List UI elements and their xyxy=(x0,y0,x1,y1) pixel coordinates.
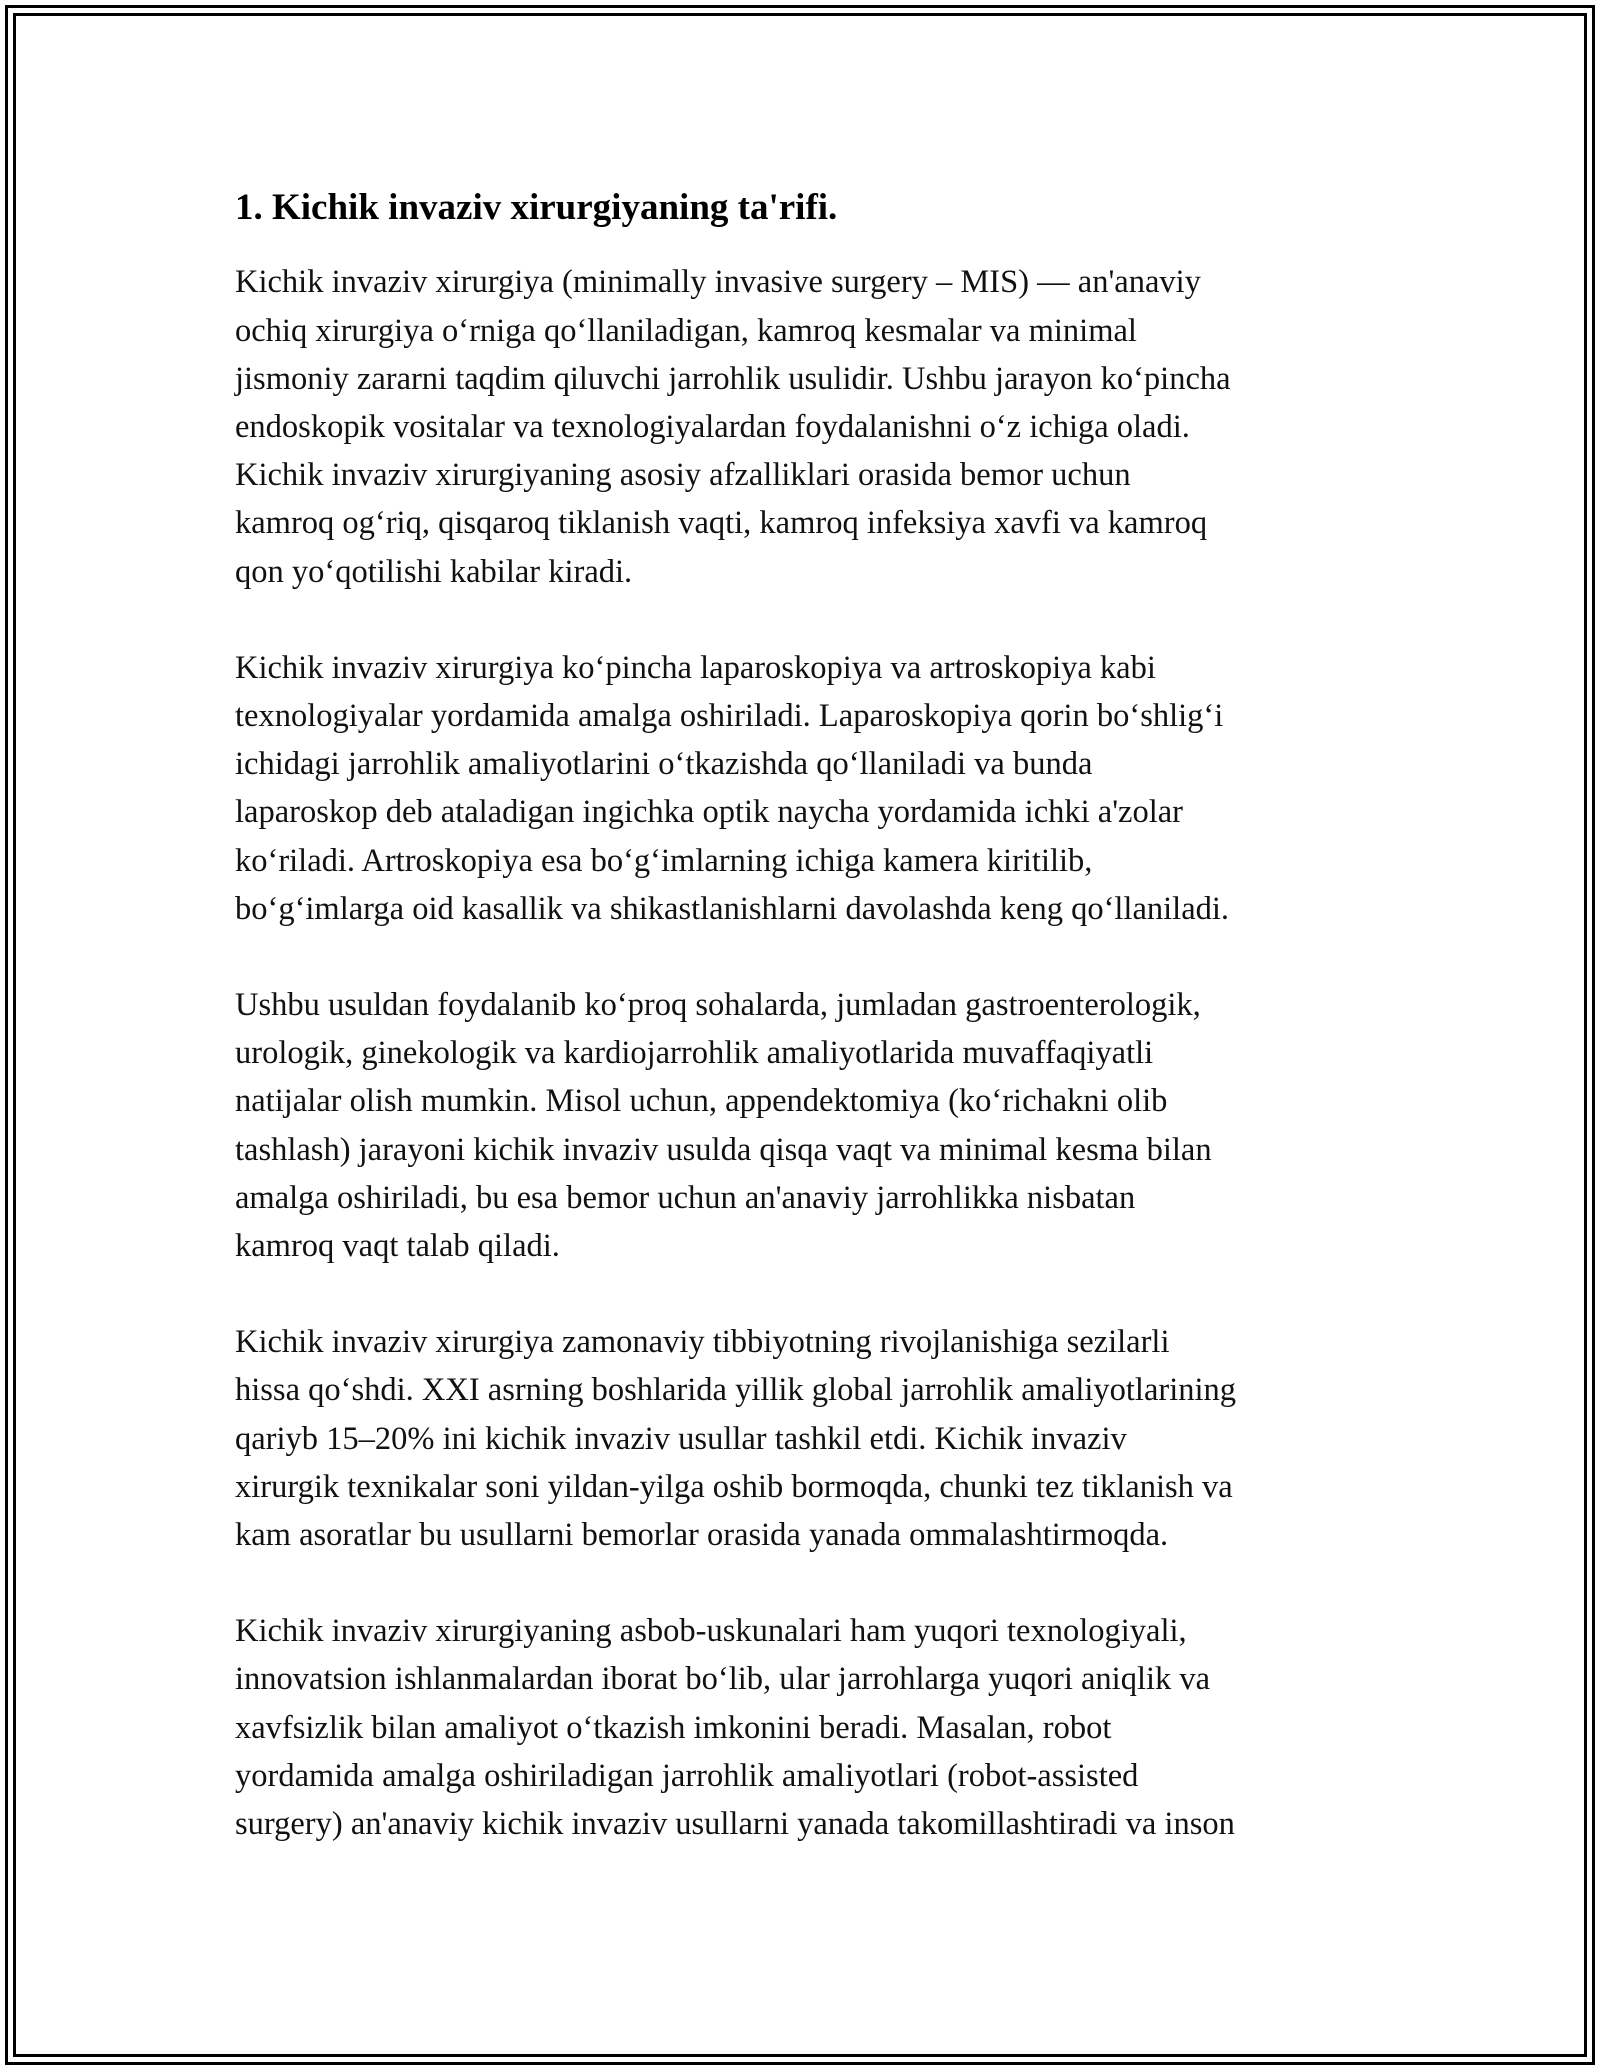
text-line: qariyb 15–20% ini kichik invaziv usullar tashkil etdi. Kichik invaziv xyxy=(235,1420,1127,1457)
paragraph-impact xyxy=(235,1318,1375,1559)
text-line: boʻgʻimlarga oid kasallik va shikastlanishlarni davolashda keng qoʻllaniladi. xyxy=(235,890,1230,927)
text-line: Ushbu usuldan foydalanib koʻproq sohalarda, jumladan gastroenterologik, xyxy=(235,987,1201,1024)
text-line: natijalar olish mumkin. Misol uchun, appendektomiya (koʻrichakni olib xyxy=(235,1083,1168,1120)
text-line: endoskopik vositalar va texnologiyalardan foydalanishni oʻz ichiga oladi. xyxy=(235,409,1190,445)
paragraph-applications xyxy=(235,981,1375,1270)
text-line: qon yoʻqotilishi kabilar kiradi. xyxy=(235,553,633,590)
document-body xyxy=(235,186,1375,1896)
text-line: xirurgik texnikalar soni yildan-yilga oshib bormoqda, chunki tez tiklanish va xyxy=(235,1468,1233,1505)
paragraph-technologies xyxy=(235,644,1375,933)
text-line: hissa qoʻshdi. XXI asrning boshlarida yillik global jarrohlik amaliyotlarining xyxy=(235,1372,1237,1409)
text-line: ochiq xirurgiya oʻrniga qoʻllaniladigan, kamroq kesmalar va minimal xyxy=(235,312,1137,349)
text-line: jismoniy zararni taqdim qiluvchi jarrohlik usulidir. Ushbu jarayon koʻpincha xyxy=(235,360,1231,397)
text-line: texnologiyalar yordamida amalga oshiriladi. Laparoskopiya qorin boʻshligʻi xyxy=(235,698,1224,735)
text-line: ichidagi jarrohlik amaliyotlarini oʻtkazishda qoʻllaniladi va bunda xyxy=(235,746,1093,783)
text-line: Kichik invaziv xirurgiya zamonaviy tibbiyotning rivojlanishiga sezilarli xyxy=(235,1324,1170,1361)
text-line: Kichik invaziv xirurgiyaning asosiy afzalliklari orasida bemor uchun xyxy=(235,457,1131,494)
text-line: innovatsion ishlanmalardan iborat boʻlib, ular jarrohlarga yuqori aniqlik va xyxy=(235,1661,1211,1698)
text-line: xavfsizlik bilan amaliyot oʻtkazish imkonini beradi. Masalan, robot xyxy=(235,1709,1112,1746)
text-line: amalga oshiriladi, bu esa bemor uchun an'anaviy jarrohlikka nisbatan xyxy=(235,1179,1136,1216)
text-line: tashlash) jarayoni kichik invaziv usulda qisqa vaqt va minimal kesma bilan xyxy=(235,1131,1212,1168)
text-line: surgery) an'anaviy kichik invaziv usullarni yanada takomillashtiradi va inson xyxy=(235,1806,1235,1843)
paragraph-definition xyxy=(235,258,1375,595)
text-line: Kichik invaziv xirurgiya (minimally invasive surgery – MIS) — an'anaviy xyxy=(235,264,1201,301)
text-line: Kichik invaziv xirurgiya koʻpincha laparoskopiya va artroskopiya kabi xyxy=(235,649,1156,686)
paragraph-equipment xyxy=(235,1607,1375,1848)
text-line: laparoskop deb ataladigan ingichka optik naycha yordamida ichki a'zolar xyxy=(235,794,1184,831)
text-line: kam asoratlar bu usullarni bemorlar orasida yanada ommalashtirmoqda. xyxy=(235,1517,1169,1554)
text-line: urologik, ginekologik va kardiojarrohlik amaliyotlarida muvaffaqiyatli xyxy=(235,1035,1154,1072)
text-line: yordamida amalga oshiriladigan jarrohlik amaliyotlari (robot-assisted xyxy=(235,1757,1139,1794)
text-line: Kichik invaziv xirurgiyaning asbob-uskunalari ham yuqori texnologiyali, xyxy=(235,1613,1187,1650)
text-line: kamroq vaqt talab qiladi. xyxy=(235,1228,560,1265)
text-line: koʻriladi. Artroskopiya esa boʻgʻimlarning ichiga kamera kiritilib, xyxy=(235,842,1093,879)
text-line: kamroq ogʻriq, qisqaroq tiklanish vaqti, kamroq infeksiya xavfi va kamroq xyxy=(235,505,1208,542)
section-heading: 1. Kichik invaziv xirurgiyaning ta'rifi. xyxy=(235,187,838,228)
